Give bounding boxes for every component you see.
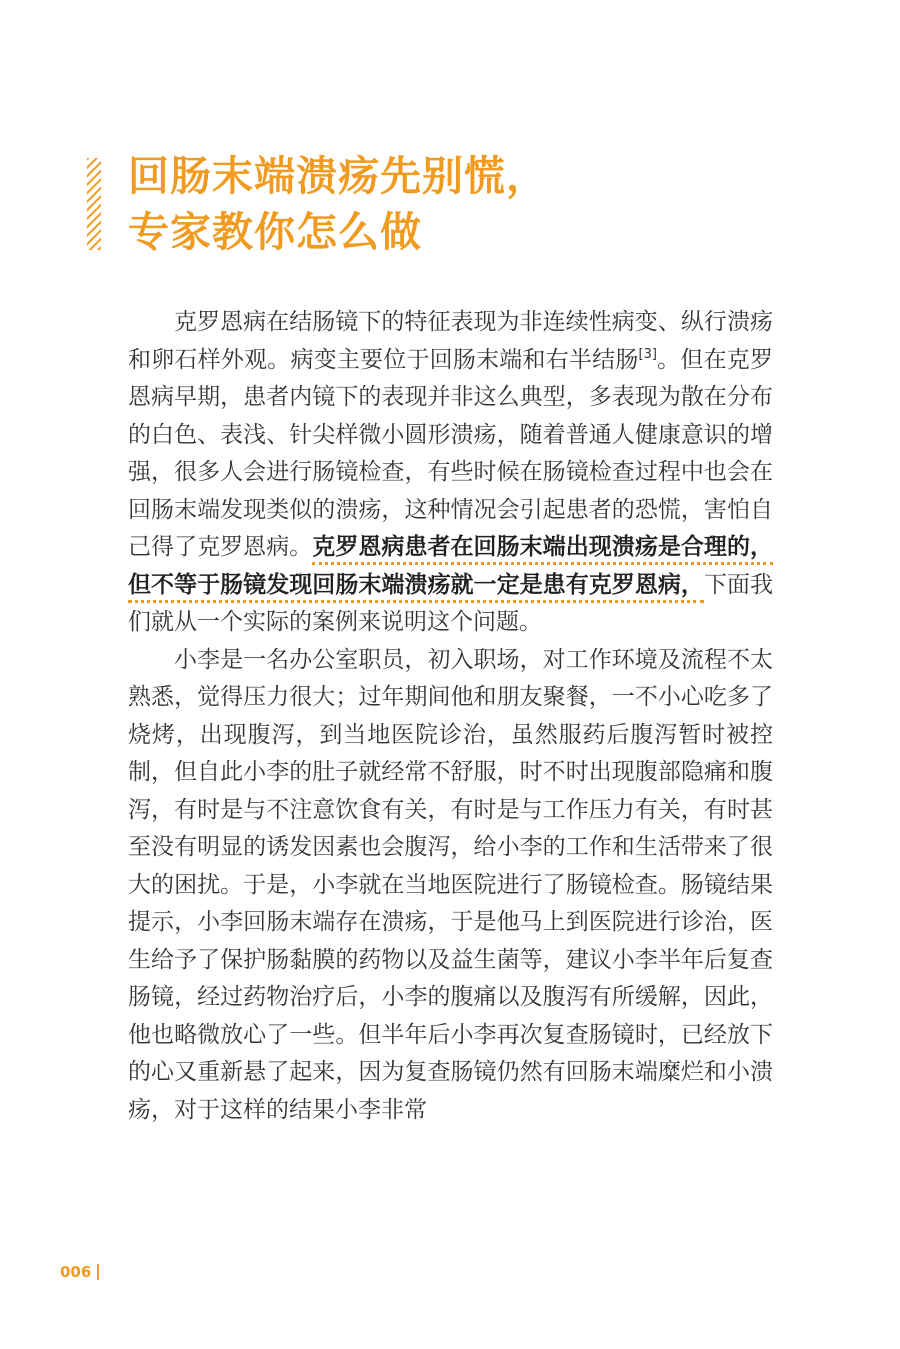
highlighted-key-sentence: 克罗恩病患者在回肠末端出现溃疡是合理的，但不等于肠镜发现回肠末端溃疡就一定是患有克罗恩病， xyxy=(128,534,773,603)
citation-marker: [3] xyxy=(638,346,657,362)
page-number xyxy=(60,1263,99,1281)
paragraph-2: 小李是一名办公室职员，初入职场，对工作环境及流程不太熟悉，觉得压力很大；过年期间他和朋友聚餐，一不小心吃多了烧烤，出现腹泻，到当地医院诊治，虽然服药后腹泻暂时被控制，但自此小李的肚子就经常不舒服，时不时出现腹部隐痛和腹泻，有时是与不注意饮食有关，有时是与工作压力有关，有时甚至没有明显的诱发因素也会腹泻，给小李的工作和生活带来了很大的困扰。于是，小李就在当地医院进行了肠镜检查。肠镜结果提示，小李回肠末端存在溃疡，于是他马上到医院进行诊治，医生给予了保护肠黏膜的药物以及益生菌等，建议小李半年后复查肠镜，经过药物治疗后，小李的腹痛以及腹泻有所缓解，因此，他也略微放心了一些。但半年后小李再次复查肠镜时，已经放下的心又重新悬了起来，因为复查肠镜仍然有回肠末端糜烂和小溃疡，对于这样的结果小李非常 xyxy=(128,646,773,1123)
paragraph-1 xyxy=(128,304,773,642)
chapter-title-line-2: 专家教你怎么做 xyxy=(128,208,422,256)
page-number-divider xyxy=(97,1264,99,1280)
paragraph-1-text-c: 下面我们就从一个实际的案例来说明这个问题。 xyxy=(128,571,774,635)
paragraph-1-text-b: 。但在克罗恩病早期，患者内镜下的表现并非这么典型，多表现为散在分布的白色、表浅、针尖样微小圆形溃疡，随着普通人健康意识的增强，很多人会进行肠镜检查，有些时候在肠镜检查过程中也会在回肠末端发现类似的溃疡，这种情况会引起患者的恐慌，害怕自己得了克罗恩病。 xyxy=(128,346,774,560)
chapter-title xyxy=(128,148,548,260)
paragraph-1-text-a: 克罗恩病在结肠镜下的特征表现为非连续性病变、纵行溃疡和卵石样外观。病变主要位于回肠末端和右半结肠 xyxy=(128,309,773,373)
chapter-title-line-1: 回肠末端溃疡先别慌， xyxy=(128,152,548,200)
title-decoration-stripes xyxy=(87,158,101,250)
body-text xyxy=(128,304,773,1129)
page-number-text: 006 xyxy=(60,1263,92,1281)
